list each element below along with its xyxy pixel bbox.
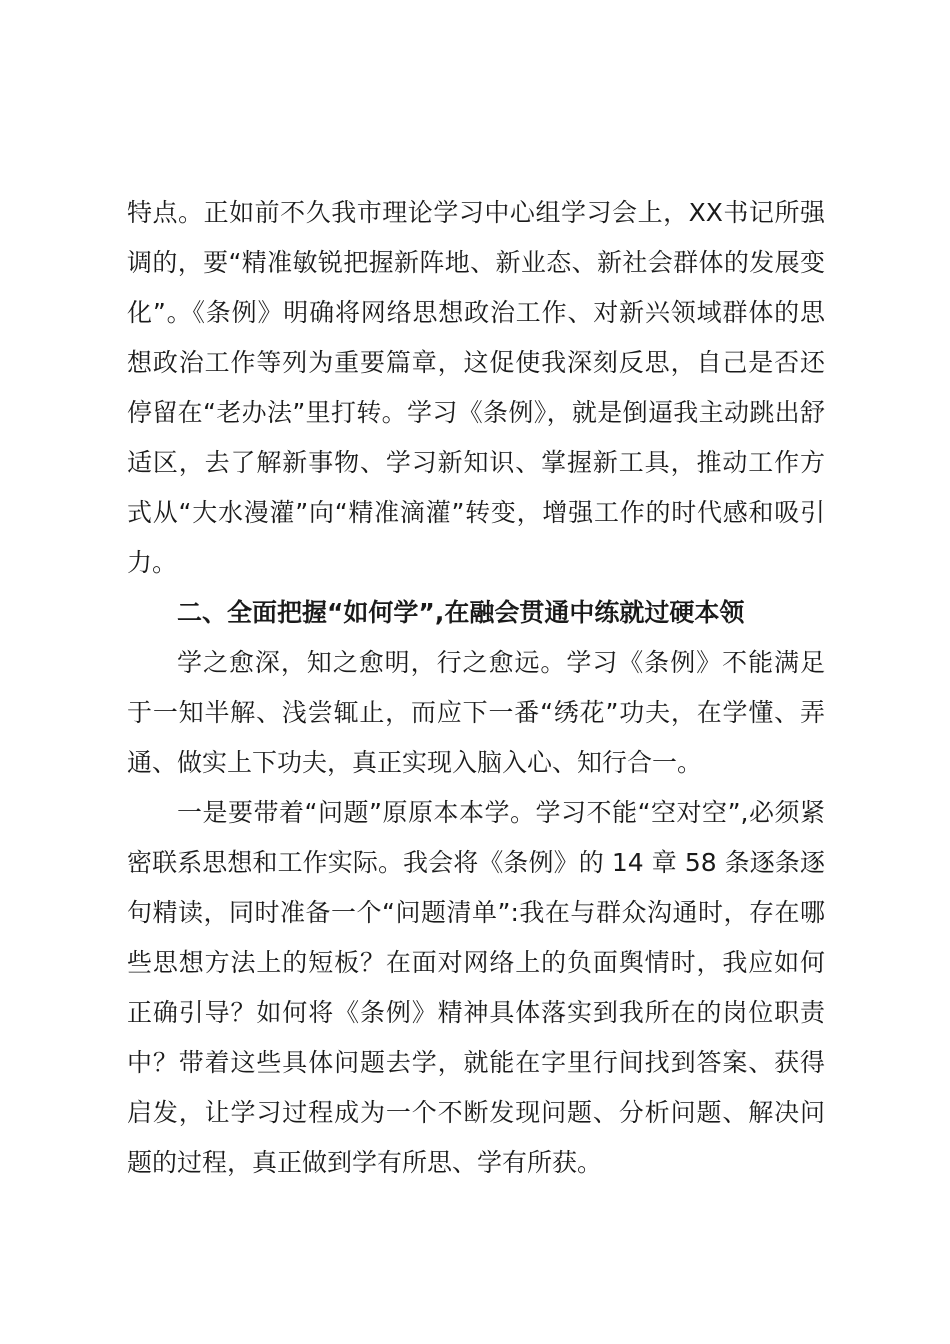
section-heading: 二、全面把握“如何学”,在融会贯通中练就过硬本领 xyxy=(177,598,745,627)
paragraph-point-one: 一是要带着“问题”原原本本学。学习不能“空对空”,必须紧密联系思想和工作实际。我会将《条例》的 14 章 58 条逐条逐句精读，同时准备一个“问题清单”:我在与群众沟通时，存在哪些思想方法上的短板？在面对网络上的负面舆情时，我应如何正确引导？如何将《条例》精神具体落实到我所在的岗位职责中？带着这些具体问题去学，就能在字里行间找到答案、获得启发，让学习过程成为一个不断发现问题、分析问题、解决问题的过程，真正做到学有所思、学有所获。 xyxy=(127,798,825,1177)
paragraph-continuation: 特点。正如前不久我市理论学习中心组学习会上，XX书记所强调的，要“精准敏锐把握新阵地、新业态、新社会群体的发展变化”。《条例》明确将网络思想政治工作、对新兴领域群体的思想政治工作等列为重要篇章，这促使我深刻反思，自己是否还停留在“老办法”里打转。学习《条例》，就是倒逼我主动跳出舒适区，去了解新事物、学习新知识、掌握新工具，推动工作方式从“大水漫灌”向“精准滴灌”转变，增强工作的时代感和吸引力。 xyxy=(127,198,825,577)
document-body xyxy=(127,188,825,1188)
paragraph-intro: 学之愈深，知之愈明，行之愈远。学习《条例》不能满足于一知半解、浅尝辄止，而应下一番“绣花”功夫，在学懂、弄通、做实上下功夫，真正实现入脑入心、知行合一。 xyxy=(127,648,825,777)
